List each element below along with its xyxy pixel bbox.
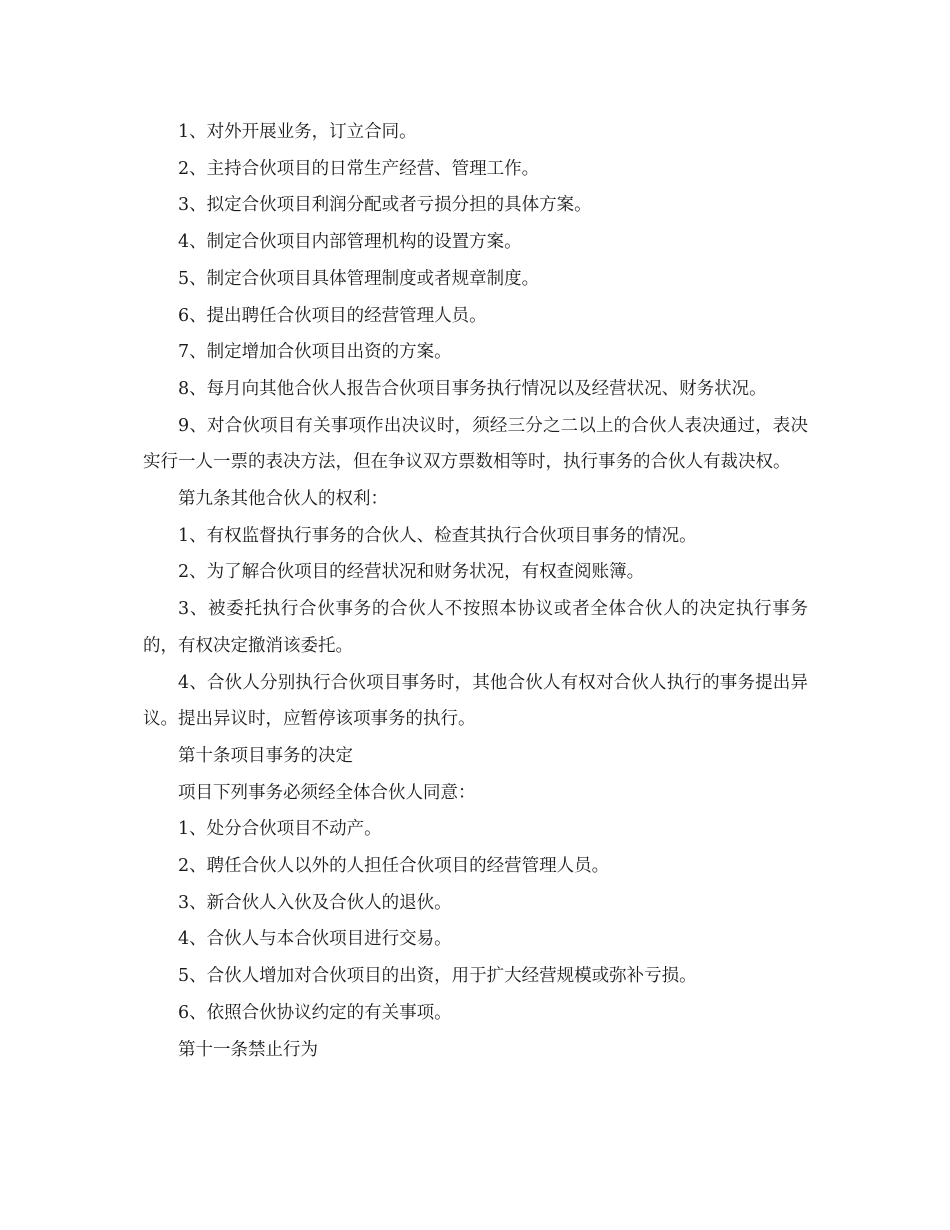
- section-heading-10: 第十条项目事务的决定: [178, 745, 353, 766]
- paragraph-12: 3、被委托执行合伙事务的合伙人不按照本协议或者全体合伙人的决定执行事务的，有权决定撤消该委托。: [143, 599, 808, 656]
- section-heading-11: 第十一条禁止行为: [178, 1039, 318, 1060]
- paragraph-6: 6、提出聘任合伙项目的经营管理人员。: [178, 305, 487, 326]
- document-body: [143, 114, 808, 1068]
- paragraph-3: 3、拟定合伙项目利润分配或者亏损分担的具体方案。: [178, 195, 592, 216]
- paragraph-13: 4、合伙人分别执行合伙项目事务时，其他合伙人有权对合伙人执行的事务提出异议。提出异议时，应暂停该项事务的执行。: [143, 672, 808, 730]
- paragraph-9: 9、对合伙项目有关事项作出决议时，须经三分之二以上的合伙人表决通过，表决实行一人一票的表决方法，但在争议双方票数相等时，执行事务的合伙人有裁决权。: [143, 415, 808, 473]
- paragraph-15: 1、处分合伙项目不动产。: [178, 819, 382, 840]
- paragraph-17: 3、新合伙人入伙及合伙人的退伙。: [178, 892, 452, 913]
- paragraph-19: 5、合伙人增加对合伙项目的出资，用于扩大经营规模或弥补亏损。: [178, 966, 697, 987]
- paragraph-14: 项目下列事务必须经全体合伙人同意：: [178, 782, 476, 803]
- paragraph-18: 4、合伙人与本合伙项目进行交易。: [178, 929, 452, 950]
- paragraph-7: 7、制定增加合伙项目出资的方案。: [178, 342, 452, 363]
- paragraph-8: 8、每月向其他合伙人报告合伙项目事务执行情况以及经营状况、财务状况。: [178, 378, 767, 399]
- paragraph-10: 1、有权监督执行事务的合伙人、检查其执行合伙项目事务的情况。: [178, 525, 697, 546]
- paragraph-4: 4、制定合伙项目内部管理机构的设置方案。: [178, 232, 522, 253]
- paragraph-20: 6、依照合伙协议约定的有关事项。: [178, 1002, 452, 1023]
- paragraph-16: 2、聘任合伙人以外的人担任合伙项目的经营管理人员。: [178, 856, 610, 877]
- paragraph-2: 2、主持合伙项目的日常生产经营、管理工作。: [178, 158, 540, 179]
- paragraph-1: 1、对外开展业务，订立合同。: [178, 122, 417, 142]
- paragraph-11: 2、为了解合伙项目的经营状况和财务状况，有权查阅账簿。: [178, 562, 645, 583]
- section-heading-9: 第九条其他合伙人的权利：: [178, 489, 388, 510]
- paragraph-5: 5、制定合伙项目具体管理制度或者规章制度。: [178, 268, 540, 289]
